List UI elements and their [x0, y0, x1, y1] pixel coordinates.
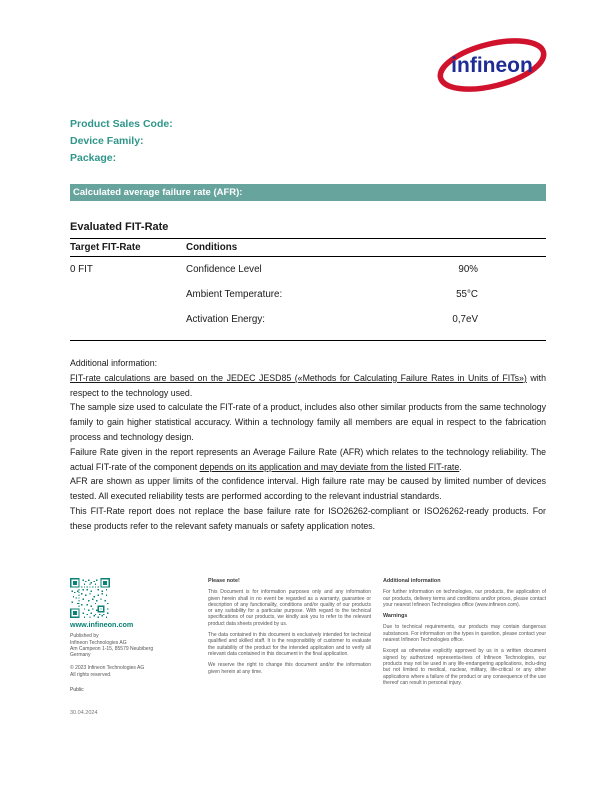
product-sales-code-label: Product Sales Code: [70, 118, 173, 130]
published-by-line: Am Campeon 1-15, 85579 Neubiberg [70, 645, 154, 652]
published-by-line: Published by [70, 633, 99, 640]
warnings-title: Warnings [383, 613, 408, 620]
table-row [70, 287, 546, 312]
product-fields [70, 116, 173, 167]
info-paragraph-2: The sample size used to calculate the FIT-rate of a product, includes also other similar products from the same technology family to gain higher statistical accuracy. Within a technology family all members are equal in respect to the fabrication process and technology design. [70, 402, 546, 442]
info-paragraph-1-suffix: with respect to the technology used. [70, 372, 546, 398]
footer-additional-paragraph-1: For further information on technologies, our products, the application of our products, delivery terms and conditions and/or prices, please contact your nearest Infineon Technologies office (www.infineon.com). [383, 589, 546, 608]
infineon-website-link[interactable]: www.infineon.com [70, 620, 134, 629]
footer-additional-info-column [383, 578, 546, 691]
condition-value: 55°C [456, 289, 478, 300]
info-paragraph-4: AFR are shown as upper limits of the confidence interval. High failure rate may be caused by limited number of devices tested. All executed reliability tests are performed according to the relevant industrial standards. [70, 476, 546, 502]
infineon-logo-icon [436, 34, 548, 96]
device-family-label: Device Family: [70, 135, 144, 147]
deviation-notice-text: depends on its application and may deviate from the listed FIT-rate [199, 461, 460, 472]
published-by-line: Germany [70, 652, 91, 659]
col-target-fit-rate: Target FIT-Rate [70, 242, 141, 253]
info-paragraph-3-suffix: . [459, 461, 462, 472]
please-note-paragraph-3: We reserve the right to change this document and/or the information given herein at any time. [208, 662, 371, 675]
table-row [70, 312, 546, 337]
additional-information-title: Additional information: [70, 358, 158, 368]
info-paragraph-5: This FIT-Rate report does not replace the base failure rate for ISO26262-compliant or ISO26262-ready products. For these products refer to the relevant safety manuals or safety application notes. [70, 505, 546, 531]
logo-wordmark: infineon [451, 54, 533, 77]
info-paragraph-3-prefix: Failure Rate given in the report represents an Average Failure Rate (AFR) which relates to the technology reliability. The actual FIT-rate of the component [70, 446, 546, 472]
condition-label: Ambient Temperature: [186, 289, 283, 300]
published-by-line: Infineon Technologies AG [70, 639, 127, 646]
fit-table-body [70, 257, 546, 341]
copyright-line: All rights reserved. [70, 671, 112, 678]
info-paragraph-1 [70, 371, 546, 401]
condition-label: Confidence Level [186, 264, 262, 275]
please-note-paragraph-2: The data contained in this document is exclusively intended for technical qualified and skilled staff. It is the responsibility of customer to evaluate the suitability of the product for the intended application and to verify all relevant data contained in this document in the final application. [208, 632, 371, 657]
additional-information-section [70, 356, 546, 534]
jedec-reference-text: FIT-rate calculations are based on the JEDEC JESD85 («Methods for Calculating Failure Rates in Units of FITs») [70, 372, 527, 383]
infineon-logo-graphic [436, 34, 548, 96]
condition-value: 0,7eV [452, 314, 478, 325]
warnings-paragraph-2: Except as otherwise explicitly approved by us in a written document signed by authorized representa-tives of Infineon Technologies, our products may not be used in any life-endangering applications, inclu-ding but not limited to medical, nuclear, military, life-critical or any other applications where a failure of the product or any consequence of the use thereof can result in personal injury. [383, 648, 546, 686]
afr-banner: Calculated average failure rate (AFR): [70, 184, 546, 201]
package-label: Package: [70, 152, 117, 164]
footer-additional-info-title: Additional information [383, 578, 441, 584]
condition-value: 90% [458, 264, 478, 275]
copyright-block [70, 665, 200, 678]
fit-section-title: Evaluated FIT-Rate [70, 221, 169, 233]
footer-left-column [70, 578, 200, 693]
fit-rate-table [70, 238, 546, 341]
condition-label: Activation Energy: [186, 314, 265, 325]
published-by-block [70, 633, 200, 658]
col-conditions: Conditions [186, 242, 238, 253]
warnings-paragraph-1: Due to technical requirements, our products may contain dangerous substances. For information on the types in question, please contact your nearest Infineon Technologies office. [383, 624, 546, 644]
table-row [70, 262, 546, 287]
info-paragraph-3 [70, 445, 546, 475]
target-fit-rate-value: 0 FIT [70, 264, 93, 275]
document-date: 30.04.2024 [70, 710, 98, 716]
qr-code [70, 578, 110, 618]
fit-table-header [70, 238, 546, 257]
classification-label: Public [70, 687, 84, 694]
please-note-title: Please note! [208, 578, 240, 584]
footer-please-note-column [208, 578, 371, 680]
copyright-line: © 2023 Infineon Technologies AG [70, 665, 145, 672]
please-note-paragraph-1: This Document is for information purposes only and any information given herein shall in no event be regarded as a warranty, guarantee or description of any functionality, conditions and/or quality of our products or any suitability for a particular purpose. With regard to the technical specifications of our products, we kindly ask you to refer to the relevant product data sheets provided by us. [208, 589, 371, 627]
